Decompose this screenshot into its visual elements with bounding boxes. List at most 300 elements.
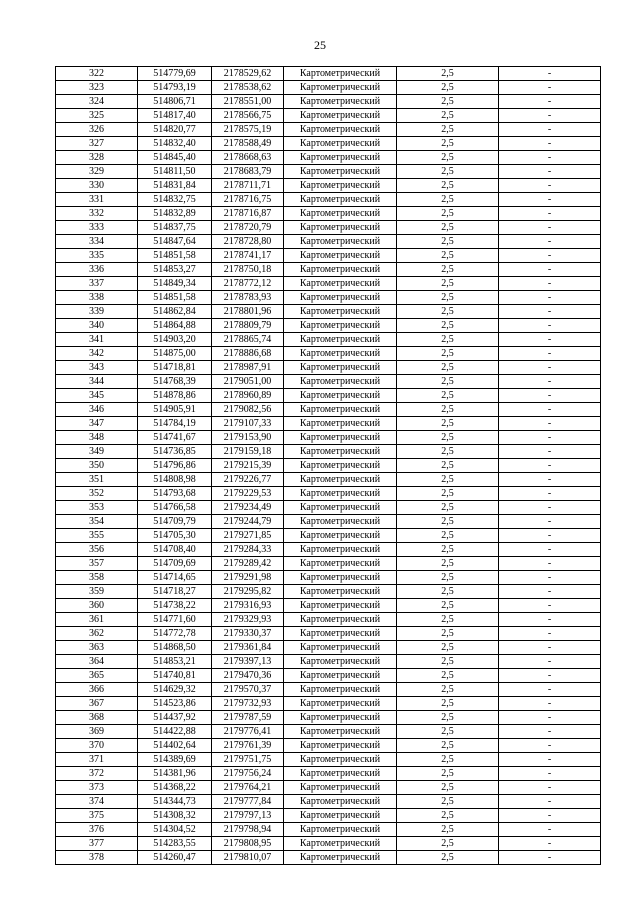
accuracy-cell: 2,5 <box>397 669 499 683</box>
method-cell: Картометрический <box>284 319 397 333</box>
point-number-cell: 370 <box>56 739 138 753</box>
method-cell: Картометрический <box>284 501 397 515</box>
accuracy-cell: 2,5 <box>397 123 499 137</box>
point-number-cell: 329 <box>56 165 138 179</box>
y-coordinate-cell: 2178783,93 <box>212 291 284 305</box>
point-number-cell: 331 <box>56 193 138 207</box>
point-number-cell: 322 <box>56 67 138 81</box>
description-cell: - <box>499 599 601 613</box>
method-cell: Картометрический <box>284 263 397 277</box>
point-number-cell: 336 <box>56 263 138 277</box>
point-number-cell: 378 <box>56 851 138 865</box>
y-coordinate-cell: 2179776,41 <box>212 725 284 739</box>
accuracy-cell: 2,5 <box>397 165 499 179</box>
x-coordinate-cell: 514308,32 <box>138 809 212 823</box>
x-coordinate-cell: 514784,19 <box>138 417 212 431</box>
table-row <box>56 655 601 669</box>
point-number-cell: 342 <box>56 347 138 361</box>
method-cell: Картометрический <box>284 599 397 613</box>
method-cell: Картометрический <box>284 711 397 725</box>
table-row <box>56 361 601 375</box>
y-coordinate-cell: 2179295,82 <box>212 585 284 599</box>
y-coordinate-cell: 2178960,89 <box>212 389 284 403</box>
accuracy-cell: 2,5 <box>397 263 499 277</box>
y-coordinate-cell: 2179153,90 <box>212 431 284 445</box>
description-cell: - <box>499 473 601 487</box>
y-coordinate-cell: 2179234,49 <box>212 501 284 515</box>
accuracy-cell: 2,5 <box>397 627 499 641</box>
table-row <box>56 235 601 249</box>
accuracy-cell: 2,5 <box>397 515 499 529</box>
method-cell: Картометрический <box>284 641 397 655</box>
description-cell: - <box>499 669 601 683</box>
description-cell: - <box>499 487 601 501</box>
point-number-cell: 345 <box>56 389 138 403</box>
accuracy-cell: 2,5 <box>397 179 499 193</box>
x-coordinate-cell: 514903,20 <box>138 333 212 347</box>
y-coordinate-cell: 2179289,42 <box>212 557 284 571</box>
description-cell: - <box>499 221 601 235</box>
x-coordinate-cell: 514849,34 <box>138 277 212 291</box>
coordinates-table-body <box>56 67 601 865</box>
accuracy-cell: 2,5 <box>397 725 499 739</box>
x-coordinate-cell: 514864,88 <box>138 319 212 333</box>
accuracy-cell: 2,5 <box>397 655 499 669</box>
description-cell: - <box>499 137 601 151</box>
description-cell: - <box>499 375 601 389</box>
point-number-cell: 368 <box>56 711 138 725</box>
x-coordinate-cell: 514862,84 <box>138 305 212 319</box>
point-number-cell: 359 <box>56 585 138 599</box>
y-coordinate-cell: 2178538,62 <box>212 81 284 95</box>
description-cell: - <box>499 627 601 641</box>
description-cell: - <box>499 249 601 263</box>
description-cell: - <box>499 263 601 277</box>
method-cell: Картометрический <box>284 207 397 221</box>
method-cell: Картометрический <box>284 557 397 571</box>
point-number-cell: 324 <box>56 95 138 109</box>
point-number-cell: 326 <box>56 123 138 137</box>
y-coordinate-cell: 2179226,77 <box>212 473 284 487</box>
x-coordinate-cell: 514381,96 <box>138 767 212 781</box>
y-coordinate-cell: 2178711,71 <box>212 179 284 193</box>
description-cell: - <box>499 655 601 669</box>
description-cell: - <box>499 767 601 781</box>
y-coordinate-cell: 2178716,75 <box>212 193 284 207</box>
x-coordinate-cell: 514832,75 <box>138 193 212 207</box>
table-row <box>56 557 601 571</box>
accuracy-cell: 2,5 <box>397 81 499 95</box>
method-cell: Картометрический <box>284 725 397 739</box>
y-coordinate-cell: 2179051,00 <box>212 375 284 389</box>
accuracy-cell: 2,5 <box>397 95 499 109</box>
point-number-cell: 353 <box>56 501 138 515</box>
method-cell: Картометрический <box>284 851 397 865</box>
accuracy-cell: 2,5 <box>397 333 499 347</box>
accuracy-cell: 2,5 <box>397 585 499 599</box>
table-row <box>56 403 601 417</box>
description-cell: - <box>499 333 601 347</box>
table-row <box>56 263 601 277</box>
y-coordinate-cell: 2178720,79 <box>212 221 284 235</box>
point-number-cell: 343 <box>56 361 138 375</box>
table-row <box>56 277 601 291</box>
x-coordinate-cell: 514768,39 <box>138 375 212 389</box>
table-row <box>56 207 601 221</box>
x-coordinate-cell: 514808,98 <box>138 473 212 487</box>
point-number-cell: 352 <box>56 487 138 501</box>
accuracy-cell: 2,5 <box>397 137 499 151</box>
accuracy-cell: 2,5 <box>397 151 499 165</box>
description-cell: - <box>499 753 601 767</box>
accuracy-cell: 2,5 <box>397 375 499 389</box>
method-cell: Картометрический <box>284 571 397 585</box>
accuracy-cell: 2,5 <box>397 795 499 809</box>
table-row <box>56 151 601 165</box>
table-row <box>56 725 601 739</box>
accuracy-cell: 2,5 <box>397 417 499 431</box>
table-row <box>56 473 601 487</box>
table-row <box>56 375 601 389</box>
x-coordinate-cell: 514344,73 <box>138 795 212 809</box>
method-cell: Картометрический <box>284 291 397 305</box>
method-cell: Картометрический <box>284 235 397 249</box>
x-coordinate-cell: 514740,81 <box>138 669 212 683</box>
point-number-cell: 347 <box>56 417 138 431</box>
point-number-cell: 348 <box>56 431 138 445</box>
point-number-cell: 364 <box>56 655 138 669</box>
x-coordinate-cell: 514741,67 <box>138 431 212 445</box>
table-row <box>56 739 601 753</box>
table-row <box>56 291 601 305</box>
point-number-cell: 349 <box>56 445 138 459</box>
point-number-cell: 361 <box>56 613 138 627</box>
method-cell: Картометрический <box>284 417 397 431</box>
accuracy-cell: 2,5 <box>397 571 499 585</box>
y-coordinate-cell: 2179271,85 <box>212 529 284 543</box>
table-row <box>56 613 601 627</box>
method-cell: Картометрический <box>284 123 397 137</box>
y-coordinate-cell: 2178588,49 <box>212 137 284 151</box>
table-row <box>56 837 601 851</box>
point-number-cell: 346 <box>56 403 138 417</box>
method-cell: Картометрический <box>284 305 397 319</box>
table-row <box>56 683 601 697</box>
accuracy-cell: 2,5 <box>397 753 499 767</box>
y-coordinate-cell: 2178529,62 <box>212 67 284 81</box>
description-cell: - <box>499 277 601 291</box>
x-coordinate-cell: 514832,40 <box>138 137 212 151</box>
accuracy-cell: 2,5 <box>397 473 499 487</box>
x-coordinate-cell: 514905,91 <box>138 403 212 417</box>
description-cell: - <box>499 431 601 445</box>
method-cell: Картометрический <box>284 333 397 347</box>
method-cell: Картометрический <box>284 361 397 375</box>
y-coordinate-cell: 2179787,59 <box>212 711 284 725</box>
description-cell: - <box>499 501 601 515</box>
accuracy-cell: 2,5 <box>397 599 499 613</box>
point-number-cell: 327 <box>56 137 138 151</box>
x-coordinate-cell: 514283,55 <box>138 837 212 851</box>
accuracy-cell: 2,5 <box>397 109 499 123</box>
y-coordinate-cell: 2179284,33 <box>212 543 284 557</box>
method-cell: Картометрический <box>284 627 397 641</box>
point-number-cell: 351 <box>56 473 138 487</box>
table-row <box>56 179 601 193</box>
accuracy-cell: 2,5 <box>397 641 499 655</box>
x-coordinate-cell: 514629,32 <box>138 683 212 697</box>
y-coordinate-cell: 2179756,24 <box>212 767 284 781</box>
description-cell: - <box>499 67 601 81</box>
accuracy-cell: 2,5 <box>397 557 499 571</box>
table-row <box>56 781 601 795</box>
y-coordinate-cell: 2179570,37 <box>212 683 284 697</box>
point-number-cell: 360 <box>56 599 138 613</box>
point-number-cell: 330 <box>56 179 138 193</box>
table-row <box>56 571 601 585</box>
description-cell: - <box>499 417 601 431</box>
y-coordinate-cell: 2179107,33 <box>212 417 284 431</box>
x-coordinate-cell: 514796,86 <box>138 459 212 473</box>
x-coordinate-cell: 514422,88 <box>138 725 212 739</box>
y-coordinate-cell: 2179330,37 <box>212 627 284 641</box>
y-coordinate-cell: 2178750,18 <box>212 263 284 277</box>
table-row <box>56 669 601 683</box>
method-cell: Картометрический <box>284 585 397 599</box>
table-row <box>56 67 601 81</box>
method-cell: Картометрический <box>284 249 397 263</box>
description-cell: - <box>499 851 601 865</box>
coordinates-table <box>55 66 601 865</box>
method-cell: Картометрический <box>284 837 397 851</box>
description-cell: - <box>499 683 601 697</box>
x-coordinate-cell: 514714,65 <box>138 571 212 585</box>
table-row <box>56 137 601 151</box>
accuracy-cell: 2,5 <box>397 277 499 291</box>
method-cell: Картометрический <box>284 151 397 165</box>
table-row <box>56 417 601 431</box>
table-row <box>56 459 601 473</box>
table-row <box>56 431 601 445</box>
y-coordinate-cell: 2179229,53 <box>212 487 284 501</box>
accuracy-cell: 2,5 <box>397 809 499 823</box>
description-cell: - <box>499 823 601 837</box>
method-cell: Картометрический <box>284 137 397 151</box>
description-cell: - <box>499 235 601 249</box>
accuracy-cell: 2,5 <box>397 361 499 375</box>
description-cell: - <box>499 109 601 123</box>
description-cell: - <box>499 809 601 823</box>
table-row <box>56 795 601 809</box>
method-cell: Картометрический <box>284 95 397 109</box>
method-cell: Картометрический <box>284 529 397 543</box>
method-cell: Картометрический <box>284 459 397 473</box>
point-number-cell: 358 <box>56 571 138 585</box>
description-cell: - <box>499 711 601 725</box>
x-coordinate-cell: 514402,64 <box>138 739 212 753</box>
accuracy-cell: 2,5 <box>397 403 499 417</box>
y-coordinate-cell: 2179159,18 <box>212 445 284 459</box>
method-cell: Картометрический <box>284 543 397 557</box>
y-coordinate-cell: 2178728,80 <box>212 235 284 249</box>
description-cell: - <box>499 291 601 305</box>
point-number-cell: 369 <box>56 725 138 739</box>
x-coordinate-cell: 514878,86 <box>138 389 212 403</box>
accuracy-cell: 2,5 <box>397 459 499 473</box>
table-row <box>56 347 601 361</box>
y-coordinate-cell: 2179361,84 <box>212 641 284 655</box>
x-coordinate-cell: 514837,75 <box>138 221 212 235</box>
point-number-cell: 373 <box>56 781 138 795</box>
y-coordinate-cell: 2178886,68 <box>212 347 284 361</box>
method-cell: Картометрический <box>284 683 397 697</box>
method-cell: Картометрический <box>284 753 397 767</box>
accuracy-cell: 2,5 <box>397 221 499 235</box>
table-row <box>56 305 601 319</box>
accuracy-cell: 2,5 <box>397 781 499 795</box>
table-row <box>56 389 601 403</box>
accuracy-cell: 2,5 <box>397 711 499 725</box>
method-cell: Картометрический <box>284 347 397 361</box>
point-number-cell: 372 <box>56 767 138 781</box>
x-coordinate-cell: 514389,69 <box>138 753 212 767</box>
point-number-cell: 338 <box>56 291 138 305</box>
method-cell: Картометрический <box>284 613 397 627</box>
y-coordinate-cell: 2179470,36 <box>212 669 284 683</box>
description-cell: - <box>499 95 601 109</box>
y-coordinate-cell: 2178772,12 <box>212 277 284 291</box>
point-number-cell: 377 <box>56 837 138 851</box>
accuracy-cell: 2,5 <box>397 739 499 753</box>
point-number-cell: 334 <box>56 235 138 249</box>
x-coordinate-cell: 514779,69 <box>138 67 212 81</box>
description-cell: - <box>499 81 601 95</box>
x-coordinate-cell: 514832,89 <box>138 207 212 221</box>
accuracy-cell: 2,5 <box>397 193 499 207</box>
description-cell: - <box>499 781 601 795</box>
x-coordinate-cell: 514851,58 <box>138 291 212 305</box>
point-number-cell: 354 <box>56 515 138 529</box>
accuracy-cell: 2,5 <box>397 837 499 851</box>
point-number-cell: 344 <box>56 375 138 389</box>
point-number-cell: 355 <box>56 529 138 543</box>
point-number-cell: 357 <box>56 557 138 571</box>
accuracy-cell: 2,5 <box>397 235 499 249</box>
x-coordinate-cell: 514806,71 <box>138 95 212 109</box>
table-row <box>56 333 601 347</box>
accuracy-cell: 2,5 <box>397 347 499 361</box>
point-number-cell: 371 <box>56 753 138 767</box>
y-coordinate-cell: 2179244,79 <box>212 515 284 529</box>
description-cell: - <box>499 305 601 319</box>
x-coordinate-cell: 514817,40 <box>138 109 212 123</box>
point-number-cell: 339 <box>56 305 138 319</box>
method-cell: Картометрический <box>284 109 397 123</box>
x-coordinate-cell: 514368,22 <box>138 781 212 795</box>
y-coordinate-cell: 2178683,79 <box>212 165 284 179</box>
table-row <box>56 445 601 459</box>
accuracy-cell: 2,5 <box>397 319 499 333</box>
table-row <box>56 809 601 823</box>
y-coordinate-cell: 2178801,96 <box>212 305 284 319</box>
description-cell: - <box>499 389 601 403</box>
description-cell: - <box>499 837 601 851</box>
method-cell: Картометрический <box>284 823 397 837</box>
y-coordinate-cell: 2179777,84 <box>212 795 284 809</box>
accuracy-cell: 2,5 <box>397 529 499 543</box>
table-row <box>56 543 601 557</box>
accuracy-cell: 2,5 <box>397 445 499 459</box>
x-coordinate-cell: 514772,78 <box>138 627 212 641</box>
y-coordinate-cell: 2178741,17 <box>212 249 284 263</box>
y-coordinate-cell: 2179291,98 <box>212 571 284 585</box>
point-number-cell: 356 <box>56 543 138 557</box>
table-row <box>56 753 601 767</box>
x-coordinate-cell: 514738,22 <box>138 599 212 613</box>
x-coordinate-cell: 514304,52 <box>138 823 212 837</box>
x-coordinate-cell: 514847,64 <box>138 235 212 249</box>
point-number-cell: 363 <box>56 641 138 655</box>
description-cell: - <box>499 543 601 557</box>
method-cell: Картометрический <box>284 515 397 529</box>
point-number-cell: 367 <box>56 697 138 711</box>
x-coordinate-cell: 514437,92 <box>138 711 212 725</box>
point-number-cell: 374 <box>56 795 138 809</box>
y-coordinate-cell: 2178566,75 <box>212 109 284 123</box>
x-coordinate-cell: 514708,40 <box>138 543 212 557</box>
method-cell: Картометрический <box>284 487 397 501</box>
description-cell: - <box>499 585 601 599</box>
method-cell: Картометрический <box>284 697 397 711</box>
description-cell: - <box>499 739 601 753</box>
table-row <box>56 221 601 235</box>
accuracy-cell: 2,5 <box>397 431 499 445</box>
y-coordinate-cell: 2179215,39 <box>212 459 284 473</box>
point-number-cell: 340 <box>56 319 138 333</box>
table-row <box>56 81 601 95</box>
y-coordinate-cell: 2179751,75 <box>212 753 284 767</box>
x-coordinate-cell: 514260,47 <box>138 851 212 865</box>
y-coordinate-cell: 2178987,91 <box>212 361 284 375</box>
table-row <box>56 165 601 179</box>
table-row <box>56 123 601 137</box>
table-row <box>56 851 601 865</box>
x-coordinate-cell: 514709,79 <box>138 515 212 529</box>
accuracy-cell: 2,5 <box>397 683 499 697</box>
point-number-cell: 365 <box>56 669 138 683</box>
y-coordinate-cell: 2178716,87 <box>212 207 284 221</box>
method-cell: Картометрический <box>284 473 397 487</box>
accuracy-cell: 2,5 <box>397 851 499 865</box>
description-cell: - <box>499 557 601 571</box>
method-cell: Картометрический <box>284 431 397 445</box>
description-cell: - <box>499 571 601 585</box>
accuracy-cell: 2,5 <box>397 823 499 837</box>
description-cell: - <box>499 319 601 333</box>
accuracy-cell: 2,5 <box>397 767 499 781</box>
description-cell: - <box>499 403 601 417</box>
description-cell: - <box>499 459 601 473</box>
description-cell: - <box>499 347 601 361</box>
table-row <box>56 711 601 725</box>
x-coordinate-cell: 514793,68 <box>138 487 212 501</box>
description-cell: - <box>499 445 601 459</box>
description-cell: - <box>499 165 601 179</box>
table-row <box>56 599 601 613</box>
point-number-cell: 323 <box>56 81 138 95</box>
accuracy-cell: 2,5 <box>397 697 499 711</box>
table-row <box>56 501 601 515</box>
